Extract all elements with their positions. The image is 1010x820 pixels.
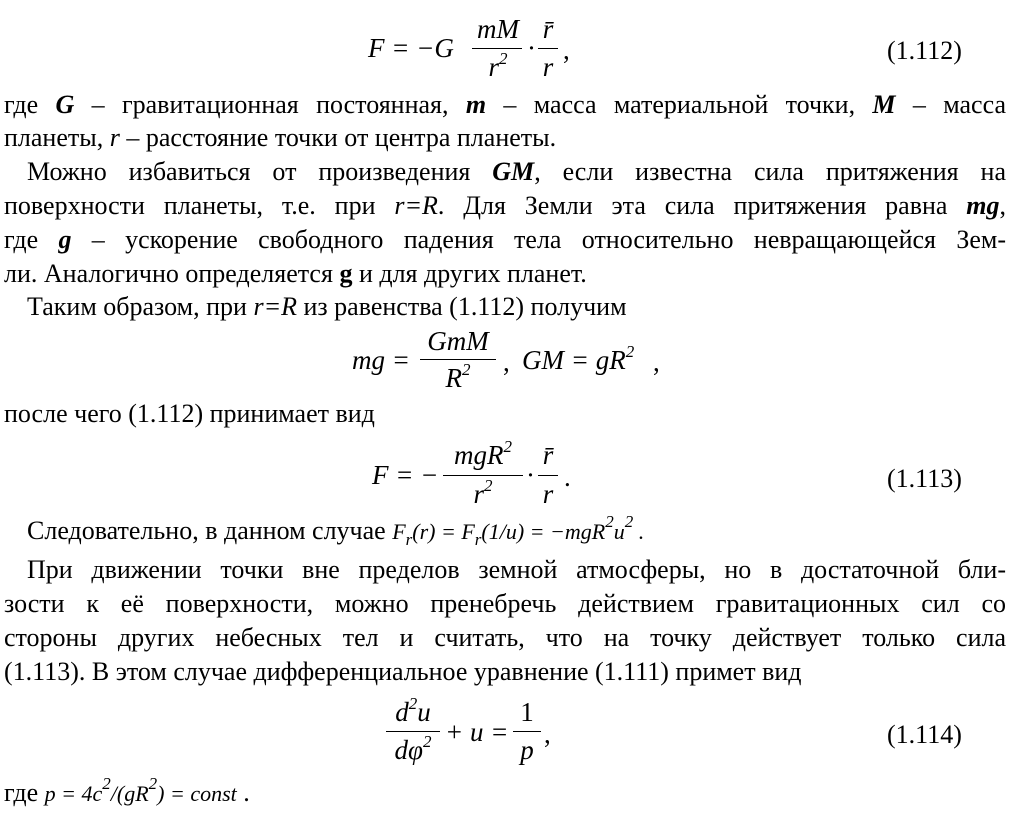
eq-113-lhs: F = − [372, 460, 439, 490]
eq-112-den2: r [542, 52, 554, 82]
fraction-bar [538, 48, 558, 49]
eq-113-num2: r̄ [542, 440, 554, 470]
paragraph-6-line-4: (1.113). В этом случае дифференциальное уравнение (1.111) примет вид [4, 657, 802, 686]
eq-114-den2: p [520, 735, 534, 765]
paragraph-1-line-2: планеты, r – расстояние точки от центра планеты. [4, 123, 557, 152]
eq-number-1-113: (1.113) [887, 464, 962, 493]
paragraph-2-line-1: Можно избавиться от произведения GM, если известна сила притяжения на [27, 157, 1006, 186]
eq-114-num1: $d^2u$ [395, 694, 431, 727]
eq-mid-rhs: GM = $gR^2$ [522, 342, 635, 375]
paragraph-2-line-4: ли. Аналогично определяется g и для других планет. [4, 259, 587, 288]
fraction-bar [443, 475, 523, 476]
eq-112-num1: mM [477, 14, 519, 44]
eq-114-num2: 1 [520, 697, 534, 727]
eq-112-den1: $r^2$ [488, 49, 508, 82]
paragraph-2-line-3: где g – ускорение свободного падения тела относительно невращающейся Зем- [4, 225, 1006, 254]
eq-mid-tail: , [653, 347, 660, 377]
inline-formula-fr: $F_r(r) = F_r(1/u) = -mgR^2u^2$ . [392, 512, 645, 549]
paragraph-6-line-2: зости к её поверхности, можно пренебречь действием гравитационных сил со [4, 589, 1006, 618]
paragraph-4: после чего (1.112) принимает вид [4, 399, 375, 428]
eq-114-den1: $d\varphi^2$ [394, 732, 432, 765]
eq-113-den1: $r^2$ [473, 476, 493, 509]
fraction-bar [538, 475, 558, 476]
eq-number-1-114: (1.114) [887, 720, 962, 749]
fraction-bar [513, 731, 541, 732]
eq-114-tail: , [544, 719, 551, 749]
eq-112-num2: r̄ [542, 14, 554, 44]
eq-113-den2: r [542, 479, 554, 509]
eq-113-dot: · [526, 460, 535, 490]
paragraph-3-line-1: Таким образом, при r=R из равенства (1.112) получим [27, 292, 627, 321]
eq-113-num1: mgR$^2$ [454, 437, 512, 470]
fraction-bar [472, 48, 522, 49]
eq-mid-sep: , [503, 347, 510, 377]
paragraph-5: Следовательно, в данном случае $F_r(r) = F_r(1/u) = -mgR^2u^2$ . [27, 512, 645, 549]
eq-mid-lhs: mg = [352, 345, 410, 375]
eq-112-tail: , [563, 35, 570, 65]
eq-112-dot: · [527, 33, 536, 63]
eq-number-1-112: (1.112) [887, 36, 962, 65]
paragraph-7: где $p = 4c^2/(gR^2)$ = const . [4, 774, 250, 807]
paragraph-6-line-3: стороны других небесных тел и считать, что на точку действует только сила [4, 623, 1006, 652]
eq-112-lhs: F = −G [368, 33, 454, 63]
eq-mid-num: GmM [427, 326, 489, 356]
eq-mid-den: $R^2$ [445, 360, 471, 393]
paragraph-6-line-1: При движении точки вне пределов земной атмосферы, но в достаточной бли- [27, 555, 1006, 584]
paragraph-1-line-1: где G – гравитационная постоянная, m – масса материальной точки, M – масса [4, 90, 1006, 119]
fraction-bar [420, 359, 496, 360]
fraction-bar [386, 731, 440, 732]
inline-formula-p: $p = 4c^2/(gR^2)$ = const [44, 774, 237, 806]
eq-113-tail: . [564, 462, 571, 492]
paragraph-2-line-2: поверхности планеты, т.е. при r=R. Для Земли эта сила притяжения равна mg, [4, 191, 1007, 220]
eq-114-mid: + u = [445, 717, 509, 747]
